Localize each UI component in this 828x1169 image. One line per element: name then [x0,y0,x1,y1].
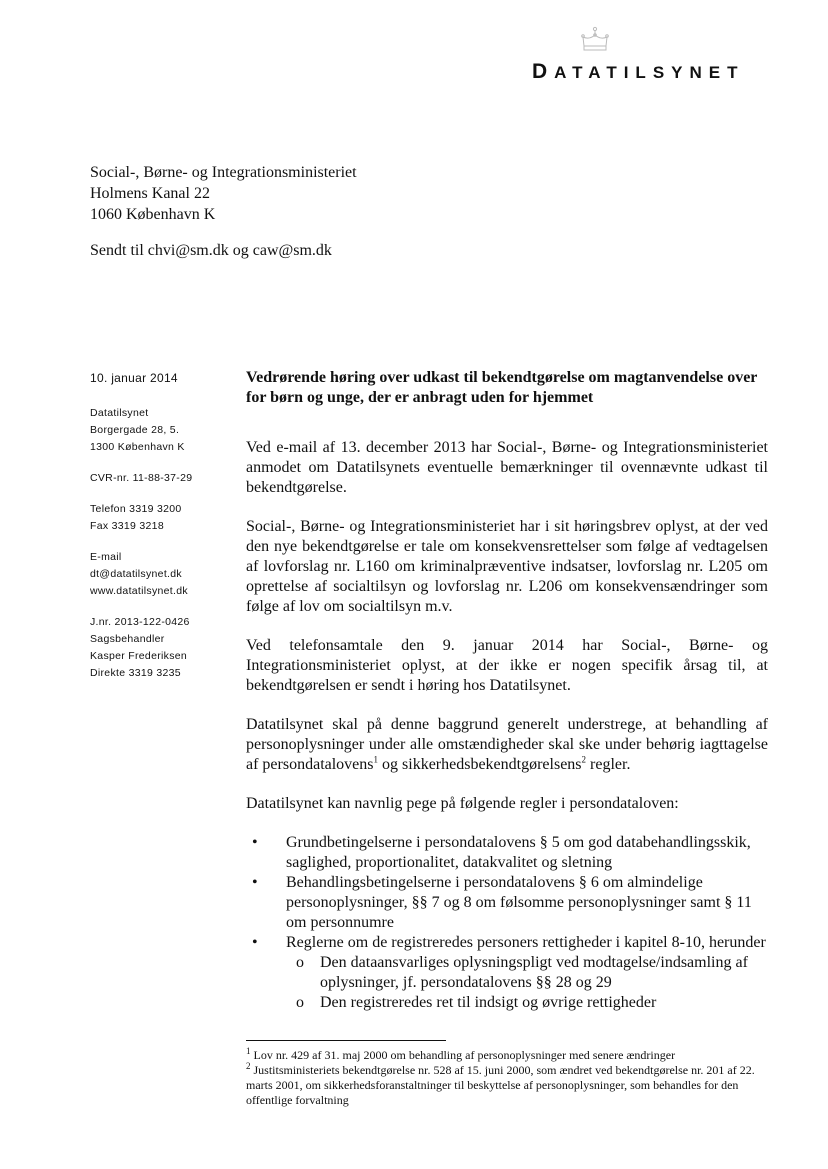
recipient-address [90,162,357,225]
footnote-divider [246,1040,446,1041]
paragraph-5: Datatilsynet kan navnlig pege på følgende regler i persondataloven: [246,795,679,812]
footnote-2: $^2$ Justitsministeriets bekendtgørelse nr. 528 af 15. juni 2000, som ændret ved bekendtgørelse nr. 201 af 22. marts 2001, om sikkerhedsforanstaltninger til beskyttelse af personoplysninger, som behandles for den offentlige forvaltning [246,1061,755,1107]
footnotes [246,1048,770,1108]
sender-website[interactable]: www.datatilsynet.dk [90,585,188,597]
paragraph-2: Social-, Børne- og Integrationsministeriet har i sit høringsbrev oplyst, at der ved den nye bekendtgørelse er tale om konsekvensrettelser som følge af vedtagelsen af lovforslag nr. L160 om kriminalpræventive indsatser, lovforslag nr. L205 om oprettelse af socialtilsyn og lovforslag nr. L206 om konsekvensændringer som følge af lov om socialtilsyn m.v. [246,518,768,615]
rights-sublist [286,953,768,1013]
crown-logo-icon [580,26,610,54]
paragraph-3: Ved telefonsamtale den 9. januar 2014 har Social-, Børne- og Integrationsministeriet oplyst, at der ikke er nogen specifik årsag til, at bekendtgørelsen er sendt i høring hos Datatilsynet. [246,637,768,694]
list-item: • Grundbetingelserne i persondatalovens § 5 om god databehandlingsskik, saglighed, proportionalitet, datakvalitet og sletning [252,834,751,871]
sender-email[interactable]: dt@datatilsynet.dk [90,568,182,580]
sender-address-2: 1300 København K [90,441,185,453]
recipient-city: 1060 København K [90,206,216,223]
sender-sidebar [90,370,240,682]
journal-number: J.nr. 2013-122-0426 [90,616,190,628]
list-item: • Behandlingsbetingelserne i persondatalovens § 6 om almindelige personoplysninger, §§ 7 og 8 om følsomme personoplysninger samt § 11 om personnumre [252,874,752,931]
case-handler-name: Kasper Frederiksen [90,650,188,662]
recipient-name: Social-, Børne- og Integrationsministeriet [90,164,357,181]
sender-org: Datatilsynet [90,407,149,419]
sub-list-item: o Den registreredes ret til indsigt og øvrige rettigheder [296,994,657,1011]
case-handler-label: Sagsbehandler [90,633,165,645]
case-handler-direct: Direkte 3319 3235 [90,667,181,679]
sent-to-line: Sendt til chvi@sm.dk og caw@sm.dk [90,242,332,259]
footnote-1: $^1$ Lov nr. 429 af 31. maj 2000 om behandling af personoplysninger med senere ændringer [246,1046,676,1062]
sender-address-1: Borgergade 28, 5. [90,424,180,436]
sender-fax: Fax 3319 3218 [90,520,164,532]
sender-email-label: E-mail [90,551,122,563]
footnote-ref-2: 2 [581,754,587,765]
bullet-icon: • [252,874,258,891]
letter-title: Vedrørende høring over udkast til bekendtgørelse om magtanvendelse over for børn og unge, der er anbragt uden for hjemmet [246,369,758,406]
rules-list [246,833,768,1013]
sender-phone: Telefon 3319 3200 [90,503,182,515]
recipient-street: Holmens Kanal 22 [90,185,210,202]
circle-bullet-icon: o [296,994,304,1011]
paragraph-4: Datatilsynet skal på denne baggrund generelt understrege, at behandling af personoplysninger under alle omstændigheder skal ske under behørig iagttagelse af persondatalovens$^1$ og sikkerhedsbekendtgørelsens$^2$ regler. [246,716,768,773]
letter-body [246,368,768,1013]
brand-logo: DATATILSYNET [532,60,745,83]
sender-cvr: CVR-nr. 11-88-37-29 [90,472,193,484]
footnote-ref-1: 1 [373,754,379,765]
circle-bullet-icon: o [296,954,304,971]
bullet-icon: • [252,834,258,851]
list-item: • Reglerne om de registreredes personers rettigheder i kapitel 8-10, herunder o Den dataansvarliges oplysningspligt ved modtagelse/indsamling af oplysninger, jf. persondatalovens §§ 28 og 29 o Den registreredes ret til indsigt og øvrige rettigheder [246,933,768,1013]
sub-list-item: o Den dataansvarliges oplysningspligt ved modtagelse/indsamling af oplysninger, jf. persondatalovens §§ 28 og 29 [296,954,748,991]
letter-date: 10. januar 2014 [90,371,178,385]
paragraph-1: Ved e-mail af 13. december 2013 har Social-, Børne- og Integrationsministeriet anmodet om Datatilsynets eventuelle bemærkninger til ovennævnte udkast til bekendtgørelse. [246,439,768,496]
bullet-icon: • [252,934,258,951]
